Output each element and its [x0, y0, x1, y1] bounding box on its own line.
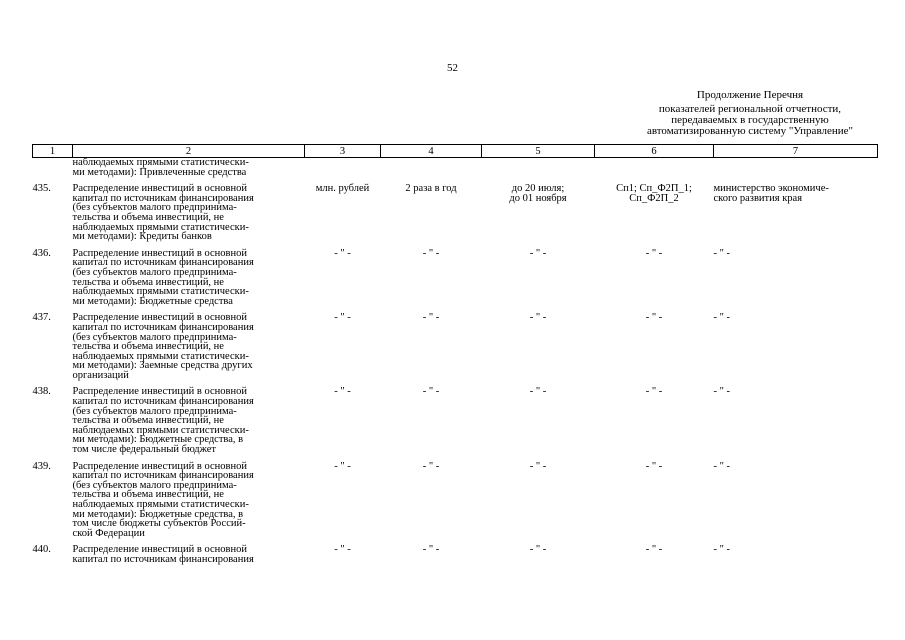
report-form: - " - [645, 460, 663, 472]
periodicity: - " - [422, 312, 440, 324]
report-form: - " - [645, 312, 663, 324]
column-header: 1 [33, 145, 73, 158]
periodicity: 2 раза в год [405, 183, 457, 195]
indicator-name: Распределение инвестиций в основной капитал по источникам финансирования (без субъектов малого предпринима- тельства и объема инвестиций, не наблюдаемых прямыми статистически- ми методами): Бюджетные средства, в том числе федеральный бюджет [72, 386, 254, 456]
periodicity: - " - [422, 247, 440, 259]
column-header: 7 [714, 145, 878, 158]
responsible-organization: - " - [713, 312, 731, 324]
deadline: - " - [529, 460, 547, 472]
indicators-table [32, 144, 878, 565]
indicator-name: Распределение инвестиций в основной капитал по источникам финансирования (без субъектов малого предпринима- тельства и объема инвестиций, не наблюдаемых прямыми статистически- ми методами): Бюджетные средства, в том числе бюджеты субъектов Россий- ской Федерации [72, 460, 254, 539]
unit-of-measure: млн. рублей [315, 183, 370, 195]
unit-of-measure: - " - [334, 386, 351, 398]
column-header: 5 [482, 145, 595, 158]
row-number: 439. [32, 460, 51, 472]
row-number: 438. [32, 386, 51, 398]
deadline: - " - [529, 386, 547, 398]
report-form: - " - [645, 544, 663, 556]
table-row [33, 380, 878, 454]
responsible-organization: - " - [713, 247, 731, 259]
continuation-subtitle-line: автоматизированную систему "Управление" [646, 125, 854, 137]
deadline: - " - [529, 247, 547, 259]
indicator-name: Распределение инвестиций в основной капитал по источникам финансирования (без субъектов малого предпринима- тельства и объема инвестиций, не наблюдаемых прямыми статистически- ми методами): Бюджетные средства [72, 247, 254, 307]
column-header: 2 [73, 145, 305, 158]
deadline: - " - [529, 544, 547, 556]
periodicity: - " - [422, 460, 440, 472]
column-header: 6 [595, 145, 714, 158]
responsible-organization: - " - [713, 386, 731, 398]
unit-of-measure: - " - [334, 544, 351, 556]
continuation-heading [595, 90, 905, 137]
responsible-organization: - " - [713, 460, 731, 472]
indicator-name: Распределение инвестиций в основной капитал по источникам финансирования (без субъектов малого предпринима- тельства и объема инвестиций, не наблюдаемых прямыми статистически- ми методами): Кредиты банков [72, 183, 254, 243]
table-row [33, 242, 878, 307]
column-header: 3 [305, 145, 381, 158]
continuation-title: Продолжение Перечня [696, 89, 804, 101]
carry-over-text: наблюдаемых прямыми статистически- ми методами): Привлеченные средства [72, 157, 249, 178]
responsible-organization: - " - [713, 544, 731, 556]
column-header: 4 [381, 145, 482, 158]
report-form: - " - [645, 386, 663, 398]
continuation-subtitle-line: передаваемых в государственную [671, 114, 829, 126]
table-row [33, 306, 878, 380]
report-form: - " - [645, 247, 663, 259]
periodicity: - " - [422, 544, 440, 556]
report-form: Сп1; Сп_Ф2П_1; Сп_Ф2П_2 [616, 183, 692, 204]
row-number: 440. [32, 544, 51, 556]
continuation-subtitle-line: показателей региональной отчетности, [658, 103, 842, 115]
row-number: 435. [32, 183, 51, 195]
table-header-row [33, 145, 878, 158]
table-row [33, 177, 878, 242]
unit-of-measure: - " - [334, 460, 351, 472]
deadline: - " - [529, 312, 547, 324]
page-number: 52 [447, 62, 458, 74]
row-number: 437. [32, 312, 51, 324]
unit-of-measure: - " - [334, 247, 351, 259]
carry-over-row [33, 158, 878, 178]
deadline: до 20 июля; до 01 ноября [509, 183, 567, 204]
row-number: 436. [32, 247, 51, 259]
table-row [33, 455, 878, 539]
unit-of-measure: - " - [334, 312, 351, 324]
responsible-organization: министерство экономиче- ского развития края [713, 183, 829, 204]
indicator-name: Распределение инвестиций в основной капитал по источникам финансирования (без субъектов малого предпринима- тельства и объема инвестиций, не наблюдаемых прямыми статистически- ми методами): Заемные средства других организаций [72, 312, 254, 381]
table-row [33, 538, 878, 564]
periodicity: - " - [422, 386, 440, 398]
indicator-name: Распределение инвестиций в основной капитал по источникам финансирования [72, 544, 254, 565]
